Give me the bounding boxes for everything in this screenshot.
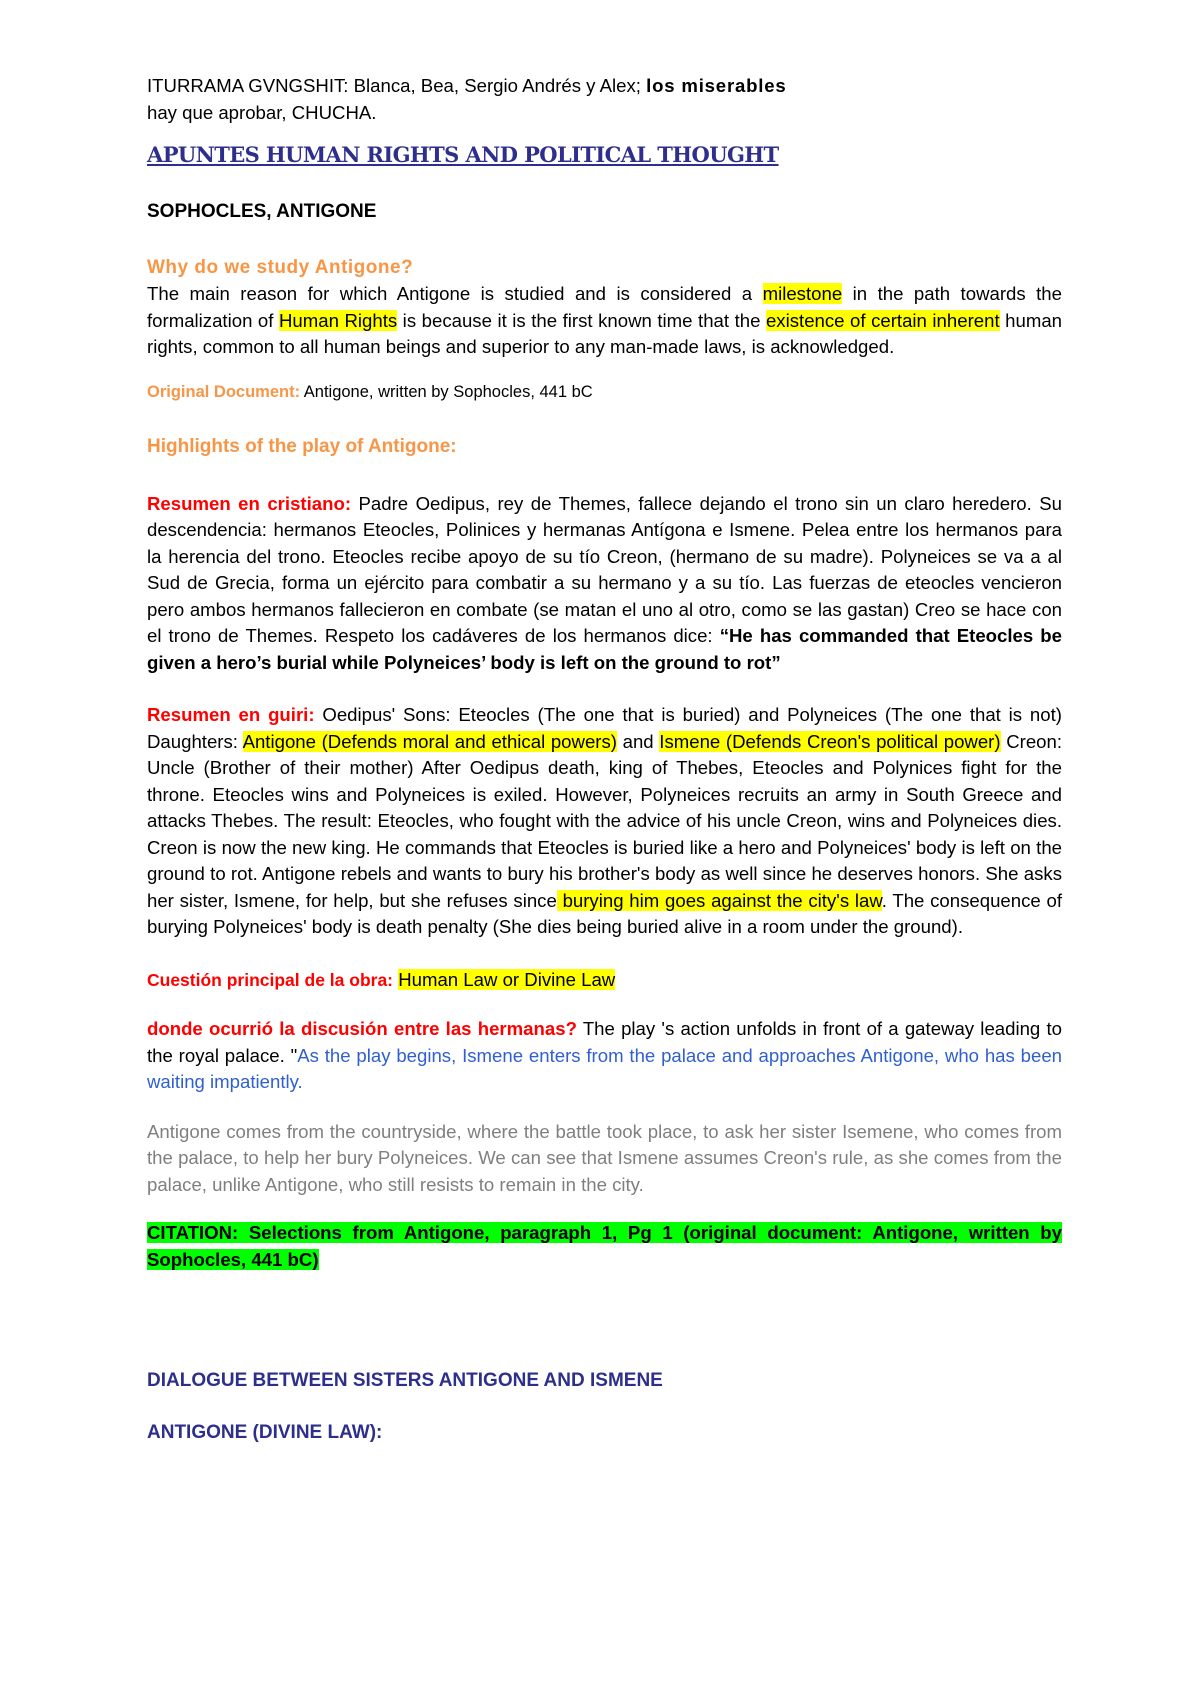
author-line — [147, 72, 1062, 126]
donde-label: donde ocurrió la discusión entre las hermanas? — [147, 1018, 577, 1039]
resumen-guiri-highlight-law: burying him goes against the city's law — [556, 889, 882, 911]
resumen-guiri-paragraph — [147, 702, 1062, 941]
authors-bold-text: los miserables — [646, 75, 787, 96]
resumen-guiri-highlight-antigone: Antigone (Defends moral and ethical powers) — [242, 730, 617, 752]
original-document-line — [147, 383, 1062, 402]
donde-text: The play 's action unfolds in front of a gateway leading to the royal palace. " — [147, 1018, 1062, 1066]
antigone-heading: ANTIGONE (DIVINE LAW): — [147, 1422, 383, 1443]
citation-paragraph — [147, 1220, 1062, 1273]
resumen-guiri-label: Resumen en guiri: — [147, 704, 315, 725]
donde-paragraph — [147, 1016, 1062, 1096]
why-text-2: in the path towards the formalization of — [147, 283, 1062, 331]
why-text-3: is because it is the first known time that the — [397, 309, 766, 331]
cuestion-label: Cuestión principal de la obra: — [147, 969, 394, 990]
resumen-cristiano-text: Padre Oedipus, rey de Themes, fallece dejando el trono sin un claro heredero. Su descendencia: hermanos Eteocles, Polinices y hermanas Antígona e Ismene. Pelea entre los hermanos para la herencia del trono. Eteocles recibe apoyo de su tío Creon, (hermano de su madre). Polyneices se va a al Sud de Grecia, forma un ejército para combatir a su hermano y a su tío. Las fuerzas de eteocles vencieron pero ambos hermanos fallecieron en combate (se matan el uno al otro, como se las gastan) Creo se hace con el trono de Themes. Respeto los cadáveres de los hermanos dice: — [147, 492, 1062, 646]
resumen-guiri-text-2: and — [616, 730, 660, 752]
why-highlight-milestone: milestone — [762, 283, 843, 304]
donde-quote-blue: As the play begins, Ismene enters from the palace and approaches Antigone, who has been waiting impatiently. — [147, 1044, 1062, 1092]
document-title: APUNTES HUMAN RIGHTS AND POLITICAL THOUGHT — [147, 142, 779, 167]
original-document-text: Antigone, written by Sophocles, 441 bC — [300, 382, 593, 401]
highlights-heading: Highlights of the play of Antigone: — [147, 435, 457, 457]
why-heading: Why do we study Antigone? — [147, 257, 414, 278]
citation-text: CITATION: Selections from Antigone, paragraph 1, Pg 1 (original document: Antigone, written by Sophocles, 441 bC) — [147, 1222, 1062, 1270]
dialogue-heading: DIALOGUE BETWEEN SISTERS ANTIGONE AND ISMENE — [147, 1370, 663, 1391]
why-paragraph — [147, 281, 1062, 361]
original-document-label: Original Document: — [147, 382, 301, 401]
why-highlight-inherent: existence of certain inherent — [765, 309, 1000, 331]
cuestion-value: Human Law or Divine Law — [398, 968, 616, 990]
header-note: hay que aprobar, CHUCHA. — [147, 102, 377, 123]
resumen-guiri-text-3: Creon: Uncle (Brother of their mother) After Oedipus death, king of Thebes, Eteocles and Polynices fight for the throne. Eteocles wins and Polyneices is exiled. However, Polyneices recruits an army in South Greece and attacks Thebes. The result: Eteocles, who fought with the advice of his uncle Creon, wins and Polyneices dies. Creon is now the new king. He commands that Eteocles is buried like a hero and Polyneices' body is left on the ground to rot. Antigone rebels and wants to bury his brother's body as well since he deserves honors. She asks her sister, Ismene, for help, but she refuses since — [147, 730, 1063, 911]
authors-text: ITURRAMA GVNGSHIT: Blanca, Bea, Sergio Andrés y Alex; — [147, 75, 641, 96]
why-text-4: human rights, common to all human beings and superior to any man-made laws, is acknowledged. — [147, 309, 1063, 357]
resumen-guiri-text-1: Oedipus' Sons: Eteocles (The one that is buried) and Polyneices (The one that is not) Daughters: — [147, 704, 1062, 752]
cuestion-principal-line — [147, 967, 1062, 994]
resumen-cristiano-label: Resumen en cristiano: — [147, 492, 352, 514]
resumen-guiri-text-4: . The consequence of burying Polyneices' body is death penalty (She dies being buried alive in a room under the ground). — [147, 889, 1062, 937]
resumen-cristiano-paragraph — [147, 491, 1062, 677]
why-highlight-human-rights: Human Rights — [278, 309, 398, 331]
gray-paragraph: Antigone comes from the countryside, where the battle took place, to ask her sister Isemene, who comes from the palace, to help her bury Polyneices. We can see that Ismene assumes Creon's rule, as she comes from the palace, unlike Antigone, who still resists to remain in the city. — [147, 1120, 1062, 1195]
resumen-cristiano-quote: “He has commanded that Eteocles be given a hero’s burial while Polyneices’ body is left on the ground to rot” — [147, 625, 1062, 673]
why-text-1: The main reason for which Antigone is studied and is considered a — [147, 283, 763, 304]
resumen-guiri-highlight-ismene: Ismene (Defends Creon's political power) — [659, 730, 1001, 752]
section-title: SOPHOCLES, ANTIGONE — [147, 201, 377, 222]
